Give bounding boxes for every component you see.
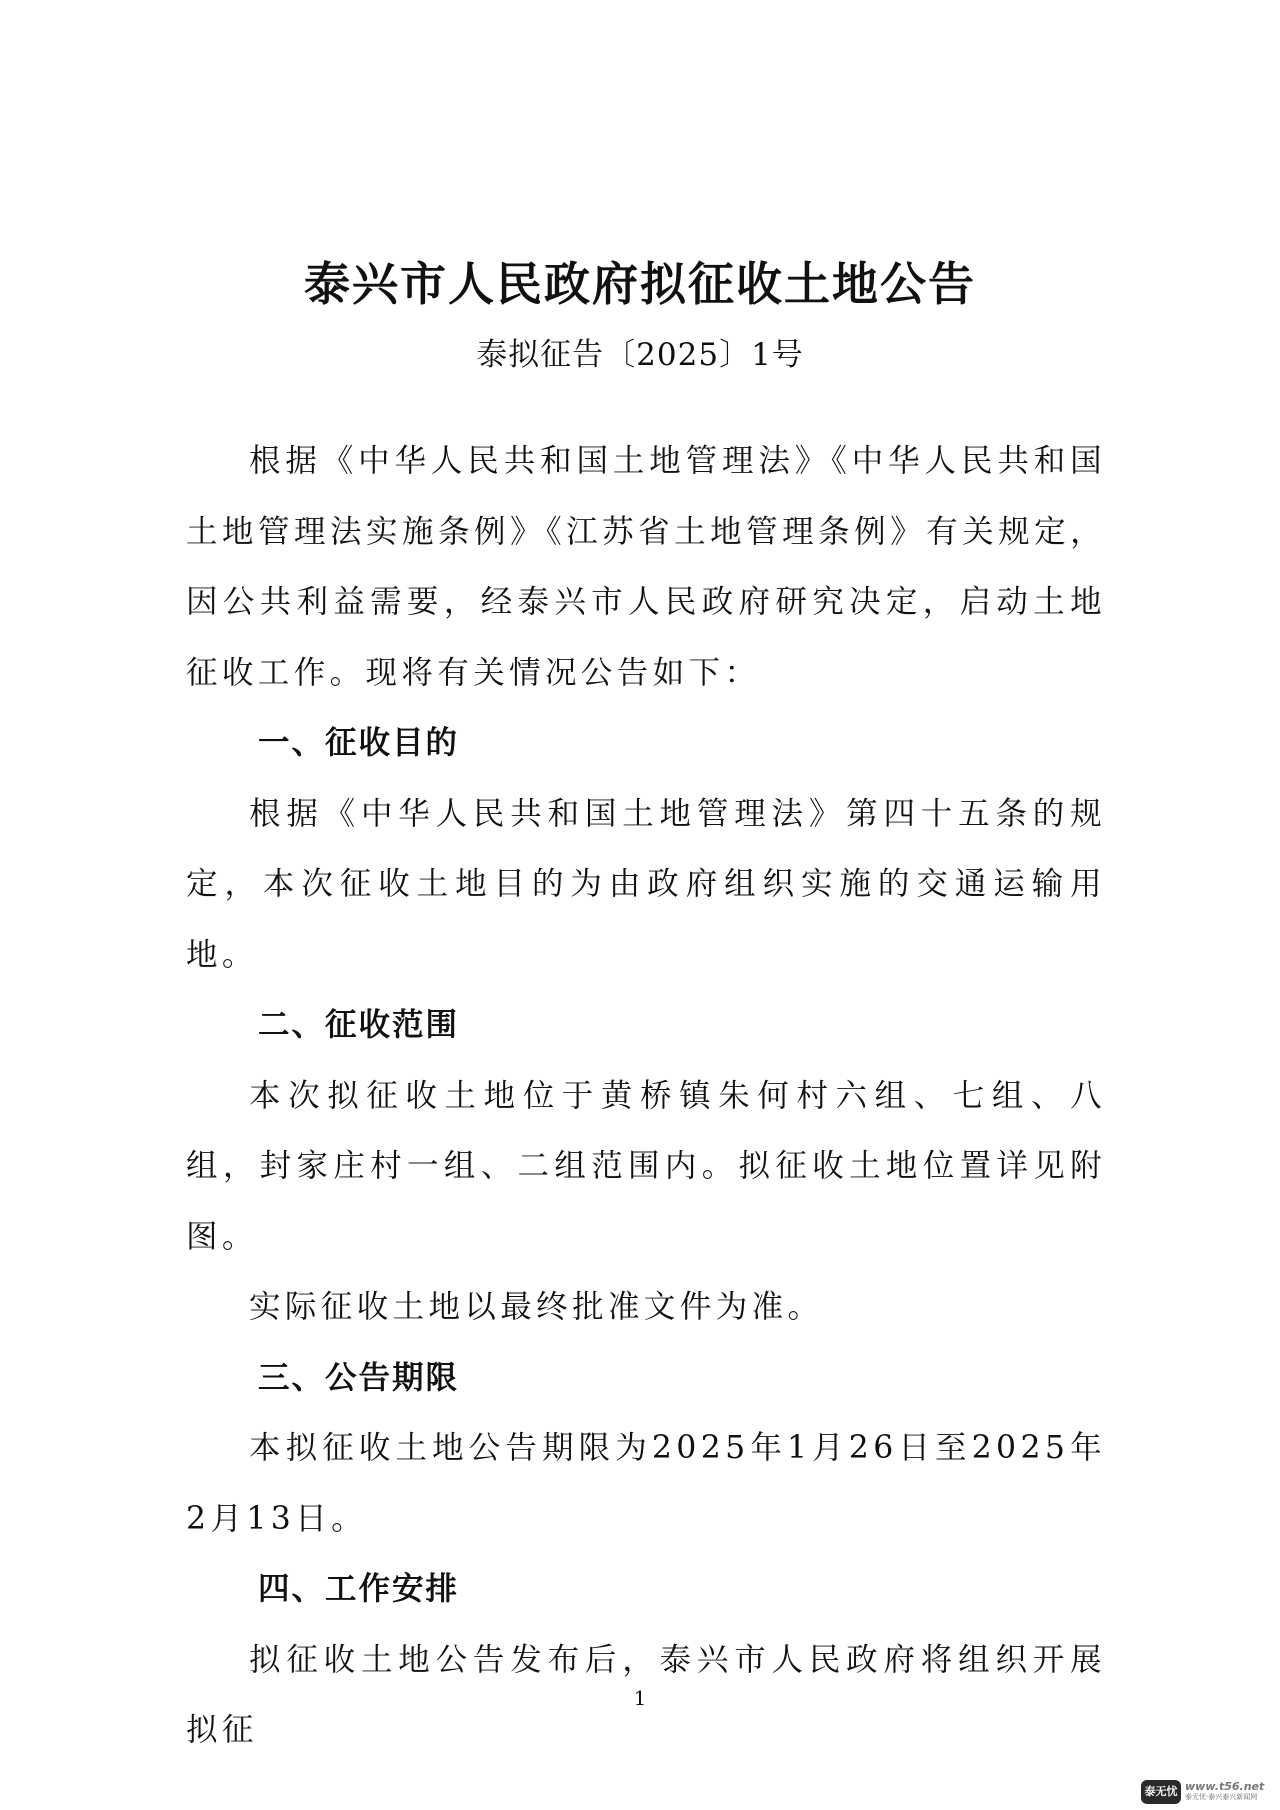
section-paragraph-scope-note: 实际征收土地以最终批准文件为准。 <box>249 1289 824 1325</box>
section-heading-arrangement: 四、工作安排 <box>258 1570 460 1607</box>
section-paragraph-arrangement: 拟征收土地公告发布后，泰兴市人民政府将组织开展拟征 <box>186 1641 1106 1748</box>
document-title: 泰兴市人民政府拟征收土地公告 <box>304 257 976 311</box>
section-heading-scope: 二、征收范围 <box>258 1006 460 1043</box>
intro-paragraph: 根据《中华人民共和国土地管理法》《中华人民共和国土地管理法实施条例》《江苏省土地管理条例》有关规定，因公共利益需要，经泰兴市人民政府研究决定，启动土地征收工作。现将有关情况公告如下： <box>186 443 1106 691</box>
watermark-subtitle: 泰无忧·泰兴泰兴新闻网 <box>1185 1793 1258 1801</box>
section-heading-period: 三、公告期限 <box>258 1358 460 1396</box>
section-paragraph-scope: 本次拟征收土地位于黄桥镇朱何村六组、七组、八组，封家庄村一组、二组范围内。拟征收土地位置详见附图。 <box>186 1077 1106 1255</box>
document-body <box>186 426 1106 1766</box>
section-paragraph-purpose: 根据《中华人民共和国土地管理法》第四十五条的规定，本次征收土地目的为由政府组织实施的交通运输用地。 <box>186 795 1106 973</box>
watermark-text <box>1185 1781 1264 1803</box>
watermark-url: www.t56.net <box>1185 1780 1265 1793</box>
section-heading-purpose: 一、征收目的 <box>258 724 460 761</box>
document-number: 泰拟征告〔2025〕1号 <box>476 337 804 373</box>
page-number: 1 <box>633 1686 647 1710</box>
section-paragraph-period: 本拟征收土地公告期限为2025年1月26日至2025年2月13日。 <box>186 1430 1106 1537</box>
watermark-logo: 泰无忧 <box>1141 1780 1181 1804</box>
site-watermark <box>1141 1779 1277 1805</box>
